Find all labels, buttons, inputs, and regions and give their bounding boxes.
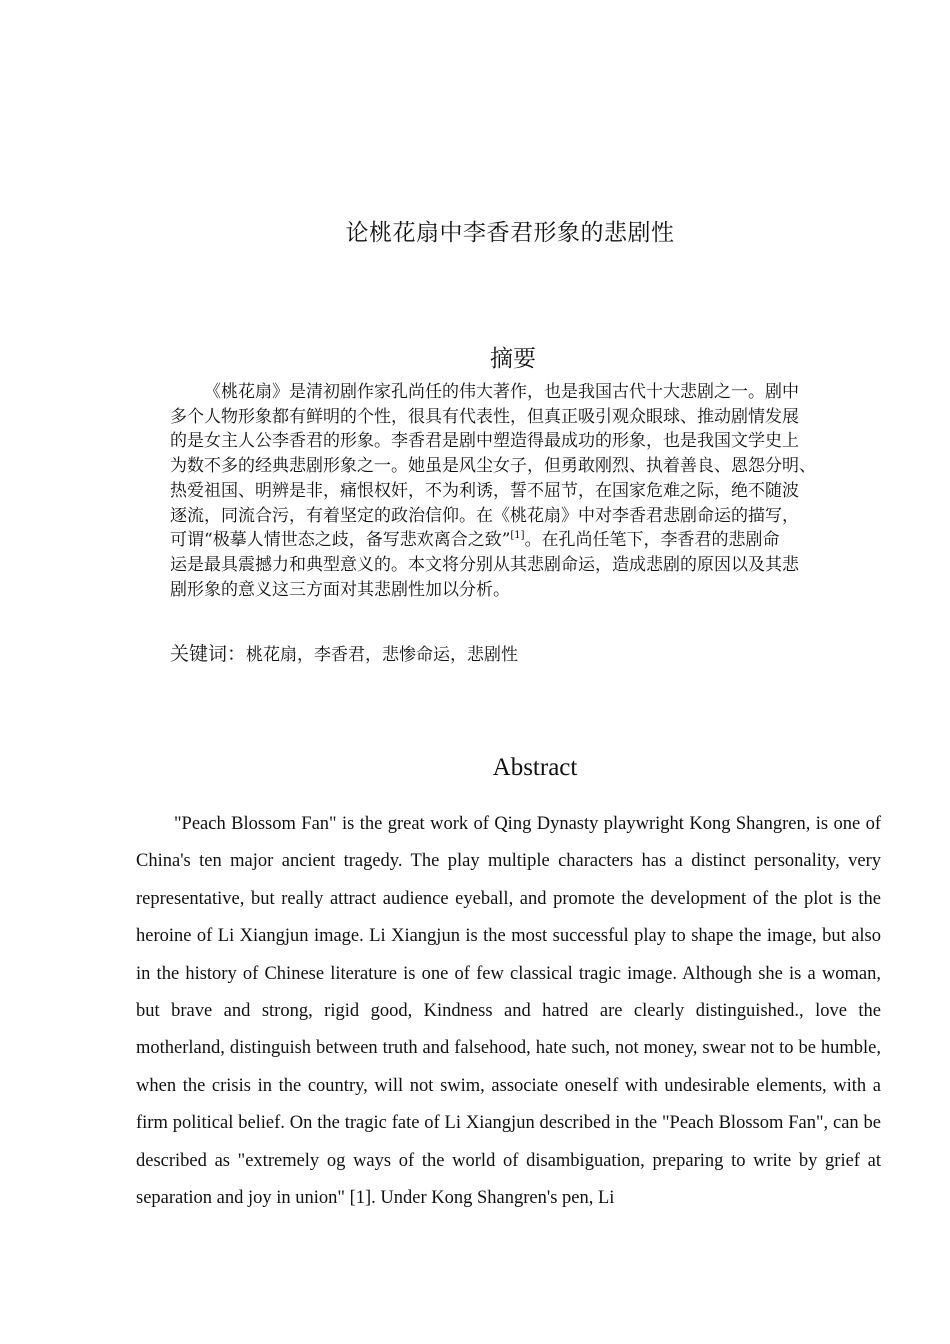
keywords-text: 桃花扇，李香君，悲惨命运，悲剧性	[246, 645, 519, 665]
abstract-cn-line-part: 可谓“极摹人情世态之歧，备写悲欢离合之致”	[170, 530, 511, 551]
abstract-cn-line: 多个人物形象都有鲜明的个性，很具有代表性，但真正吸引观众眼球、推动剧情发展	[170, 406, 799, 427]
keywords	[170, 639, 518, 666]
abstract-en-body: "Peach Blossom Fan" is the great work of Qing Dynasty playwright Kong Shangren, is one of China's ten major ancient tragedy. The play multiple characters has a distinct personality, very representative, but really attract audience eyeball, and promote the development of the plot is the heroine of Li Xiangjun image. Li Xiangjun is the most successful play to shape the image, but also in the history of Chinese literature is one of few classical tragic image. Although she is a woman, but brave and strong, rigid good, Kindness and hatred are clearly distinguished., love the motherland, distinguish between truth and falsehood, hate such, not money, swear not to be humble, when the crisis in the country, will not swim, associate oneself with undesirable elements, with a firm political belief. On the tragic fate of Li Xiangjun described in the "Peach Blossom Fan", can be described as "extremely og ways of the world of disambiguation, preparing to write by grief at separation and joy in union" [1]. Under Kong Shangren's pen, Li	[136, 814, 881, 1209]
abstract-cn-body	[170, 380, 890, 602]
keywords-label: 关键词：	[170, 643, 247, 665]
abstract-cn-line: 逐流，同流合污，有着坚定的政治信仰。在《桃花扇》中对李香君悲剧命运的描写，	[170, 505, 799, 526]
abstract-cn-line-with-citation	[170, 528, 890, 553]
paper-title: 论桃花扇中李香君形象的悲剧性	[345, 220, 675, 246]
abstract-en-heading: Abstract	[492, 754, 578, 781]
abstract-cn-line: 剧形象的意义这三方面对其悲剧性加以分析。	[170, 579, 510, 600]
abstract-cn-heading: 摘要	[490, 346, 536, 372]
abstract-cn-line: 的是女主人公李香君的形象。李香君是剧中塑造得最成功的形象，也是我国文学史上	[170, 431, 799, 452]
abstract-cn-line: 热爱祖国、明辨是非，痛恨权奸，不为利诱，誓不屈节，在国家危难之际，绝不随波	[170, 480, 799, 501]
abstract-cn-line: 为数不多的经典悲剧形象之一。她虽是风尘女子，但勇敢刚烈、执着善良、恩怨分明、	[170, 456, 816, 477]
citation-ref: [1]	[510, 530, 525, 542]
abstract-cn-line: 《桃花扇》是清初剧作家孔尚任的伟大著作，也是我国古代十大悲剧之一。剧中	[204, 382, 799, 402]
abstract-cn-line-part: 。在孔尚任笔下，李香君的悲剧命	[524, 530, 780, 551]
abstract-cn-line: 运是最具震撼力和典型意义的。本文将分别从其悲剧命运，造成悲剧的原因以及其悲	[170, 554, 799, 575]
